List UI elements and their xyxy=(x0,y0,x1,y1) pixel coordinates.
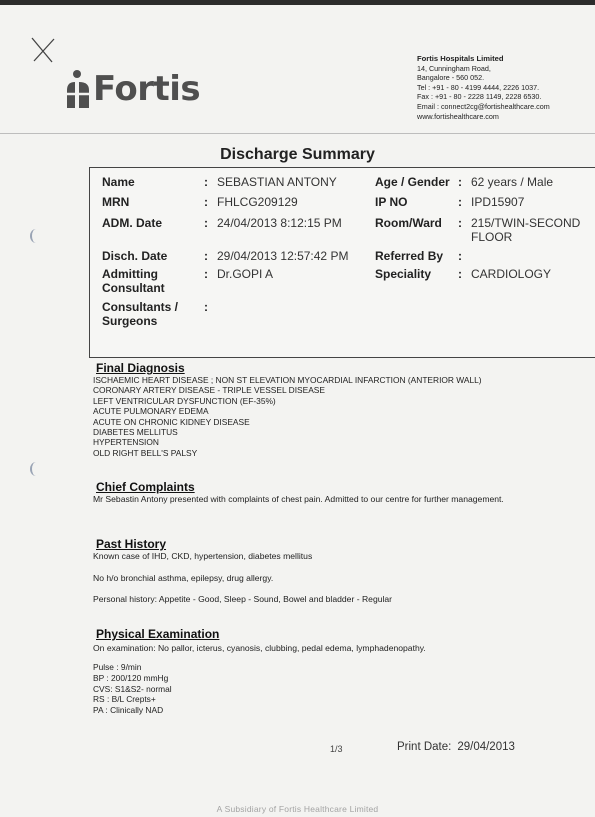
hospital-address xyxy=(417,54,550,121)
print-date xyxy=(397,741,515,753)
disch-date-label: Disch. Date xyxy=(102,249,168,263)
speciality-label: Speciality xyxy=(375,267,432,281)
hospital-name: Fortis Hospitals Limited xyxy=(417,54,504,63)
diagnosis-item: ACUTE PULMONARY EDEMA xyxy=(93,406,209,417)
print-date-label: Print Date: xyxy=(397,741,452,753)
diagnosis-item: DIABETES MELLITUS xyxy=(93,427,178,438)
referred-by-label: Referred By xyxy=(375,249,444,263)
past-history-line: Personal history: Appetite - Good, Sleep - Sound, Bowel and bladder - Regular xyxy=(93,594,393,604)
diagnosis-item: ISCHAEMIC HEART DISEASE ; NON ST ELEVATION MYOCARDIAL INFARCTION (ANTERIOR WALL) xyxy=(93,375,482,385)
surgeons-label-line: Surgeons xyxy=(102,314,158,328)
final-diagnosis-heading: Final Diagnosis xyxy=(96,361,185,375)
ip-no-label: IP NO xyxy=(375,195,408,209)
colon: : xyxy=(458,216,462,230)
room-ward-line: FLOOR xyxy=(471,230,513,244)
telephone: Tel : +91 - 80 - 4199 4444, 2226 1037. xyxy=(417,82,540,92)
colon: : xyxy=(458,249,462,263)
subsidiary-footer: A Subsidiary of Fortis Healthcare Limited xyxy=(216,804,379,814)
past-history-line: Known case of IHD, CKD, hypertension, diabetes mellitus xyxy=(93,551,313,561)
physical-examination-text: On examination: No pallor, icterus, cyanosis, clubbing, pedal edema, lymphadenopathy. xyxy=(93,643,426,653)
room-ward-label: Room/Ward xyxy=(375,216,442,230)
diagnosis-item: HYPERTENSION xyxy=(93,437,159,448)
diagnosis-item: CORONARY ARTERY DISEASE - TRIPLE VESSEL DISEASE xyxy=(93,385,325,396)
diagnosis-item: OLD RIGHT BELL'S PALSY xyxy=(93,447,198,458)
ip-no-value: IPD15907 xyxy=(471,195,525,209)
physical-examination-heading: Physical Examination xyxy=(96,627,220,641)
chief-complaints-text: Mr Sebastin Antony presented with complaints of chest pain. Admitted to our centre for further management. xyxy=(93,494,504,504)
speciality-value: CARDIOLOGY xyxy=(471,267,552,281)
colon: : xyxy=(204,216,208,230)
page-number: 1/3 xyxy=(330,744,343,754)
name-label: Name xyxy=(102,175,135,189)
colon: : xyxy=(204,195,208,209)
diagnosis-item: LEFT VENTRICULAR DYSFUNCTION (EF-35%) xyxy=(93,395,276,406)
fortis-logo-icon xyxy=(63,68,93,110)
adm-date-value: 24/04/2013 8:12:15 PM xyxy=(217,216,342,230)
address-line: 14, Cunningham Road, xyxy=(417,63,491,73)
colon: : xyxy=(204,175,208,189)
vitals-list xyxy=(93,662,172,716)
print-date-value: 29/04/2013 xyxy=(457,741,515,753)
vital-item: BP : 200/120 mmHg xyxy=(93,672,169,683)
vital-item: RS : B/L Crepts+ xyxy=(93,694,156,705)
vital-item: CVS: S1&S2- normal xyxy=(93,683,172,694)
past-history-heading: Past History xyxy=(96,537,167,551)
past-history-line: No h/o bronchial asthma, epilepsy, drug allergy. xyxy=(93,573,274,583)
colon: : xyxy=(204,249,208,263)
name-value: SEBASTIAN ANTONY xyxy=(217,175,337,189)
email: Email : connect2cg@fortishealthcare.com xyxy=(417,101,550,111)
colon: : xyxy=(204,267,208,281)
vital-item: PA : Clinically NAD xyxy=(93,705,164,716)
chief-complaints-heading: Chief Complaints xyxy=(96,480,195,494)
fax: Fax : +91 - 80 - 2228 1149, 2228 6530. xyxy=(417,92,542,102)
adm-date-label: ADM. Date xyxy=(102,216,163,230)
diagnosis-item: ACUTE ON CHRONIC KIDNEY DISEASE xyxy=(93,416,250,427)
consultants-label-line: Consultants / xyxy=(102,300,179,314)
mrn-value: FHLCG209129 xyxy=(217,195,298,209)
website: www.fortishealthcare.com xyxy=(417,111,499,121)
document-title: Discharge Summary xyxy=(220,146,375,163)
top-edge-line xyxy=(0,0,595,5)
age-gender-label: Age / Gender xyxy=(375,175,450,189)
colon: : xyxy=(458,175,462,189)
room-ward-value xyxy=(471,216,580,244)
disch-date-value: 29/04/2013 12:57:42 PM xyxy=(217,249,349,263)
final-diagnosis-list xyxy=(93,375,482,458)
vital-item: Pulse : 9/min xyxy=(93,662,142,672)
punch-hole-mark xyxy=(30,462,42,476)
admitting-consultant-value: Dr.GOPI A xyxy=(217,267,274,281)
consultants-surgeons-label xyxy=(102,300,178,328)
colon: : xyxy=(204,300,208,314)
colon: : xyxy=(458,267,462,281)
pen-cross-mark xyxy=(30,36,56,64)
consultant-label-line: Consultant xyxy=(102,281,165,295)
fortis-logo xyxy=(63,68,200,110)
age-gender-value: 62 years / Male xyxy=(471,175,554,189)
address-line: Bangalore - 560 052. xyxy=(417,73,485,83)
mrn-label: MRN xyxy=(102,195,130,209)
room-ward-line: 215/TWIN-SECOND xyxy=(471,216,581,230)
colon: : xyxy=(458,195,462,209)
punch-hole-mark xyxy=(30,229,42,243)
fortis-logo-text: Fortis xyxy=(93,69,201,109)
admitting-label-line: Admitting xyxy=(102,267,158,281)
admitting-consultant-label xyxy=(102,267,165,295)
header-divider xyxy=(0,133,595,134)
